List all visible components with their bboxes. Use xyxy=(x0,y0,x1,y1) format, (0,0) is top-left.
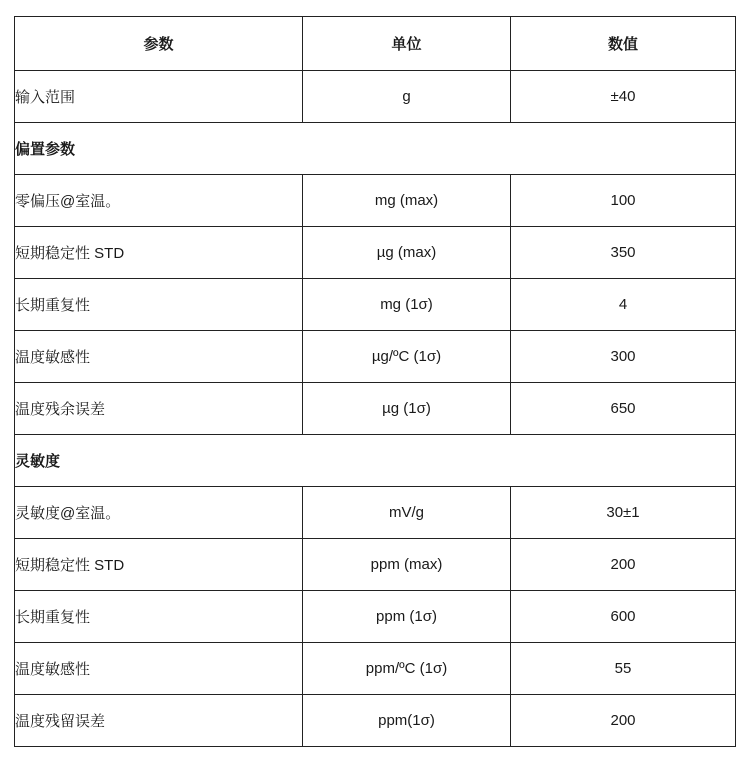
table-row xyxy=(15,227,736,279)
spec-table xyxy=(14,16,736,747)
param-name-cell: 长期重复性 xyxy=(15,591,303,643)
table-row xyxy=(15,331,736,383)
section-row xyxy=(15,435,736,487)
value-cell: 100 xyxy=(511,175,736,227)
header-row xyxy=(15,17,736,71)
value-cell: 300 xyxy=(511,331,736,383)
unit-cell: ppm (1σ) xyxy=(303,591,511,643)
table-row xyxy=(15,175,736,227)
param-name-cell: 短期稳定性 STD xyxy=(15,227,303,279)
header-value: 数值 xyxy=(511,17,736,71)
unit-cell: ppm(1σ) xyxy=(303,695,511,747)
param-name-cell: 温度残余误差 xyxy=(15,383,303,435)
table-row xyxy=(15,383,736,435)
value-cell: ±40 xyxy=(511,71,736,123)
header-param: 参数 xyxy=(15,17,303,71)
value-cell: 650 xyxy=(511,383,736,435)
section-title: 灵敏度 xyxy=(15,435,736,487)
param-name-cell: 温度敏感性 xyxy=(15,331,303,383)
param-name-cell: 长期重复性 xyxy=(15,279,303,331)
unit-cell: µg/ºC (1σ) xyxy=(303,331,511,383)
value-cell: 55 xyxy=(511,643,736,695)
unit-cell: ppm (max) xyxy=(303,539,511,591)
unit-cell: ppm/ºC (1σ) xyxy=(303,643,511,695)
unit-cell: g xyxy=(303,71,511,123)
header-unit: 单位 xyxy=(303,17,511,71)
table-row xyxy=(15,71,736,123)
table-row xyxy=(15,591,736,643)
section-row xyxy=(15,123,736,175)
param-name-cell: 输入范围 xyxy=(15,71,303,123)
table-body xyxy=(15,71,736,747)
unit-cell: mg (max) xyxy=(303,175,511,227)
value-cell: 200 xyxy=(511,539,736,591)
param-name-cell: 灵敏度@室温。 xyxy=(15,487,303,539)
unit-cell: mg (1σ) xyxy=(303,279,511,331)
value-cell: 350 xyxy=(511,227,736,279)
section-title: 偏置参数 xyxy=(15,123,736,175)
table-row xyxy=(15,695,736,747)
param-name-cell: 短期稳定性 STD xyxy=(15,539,303,591)
param-name-cell: 温度敏感性 xyxy=(15,643,303,695)
unit-cell: µg (1σ) xyxy=(303,383,511,435)
value-cell: 600 xyxy=(511,591,736,643)
unit-cell: µg (max) xyxy=(303,227,511,279)
table-row xyxy=(15,643,736,695)
param-name-cell: 零偏压@室温。 xyxy=(15,175,303,227)
table-row xyxy=(15,539,736,591)
param-name-cell: 温度残留误差 xyxy=(15,695,303,747)
table-header xyxy=(15,17,736,71)
table-row xyxy=(15,279,736,331)
unit-cell: mV/g xyxy=(303,487,511,539)
value-cell: 200 xyxy=(511,695,736,747)
table-row xyxy=(15,487,736,539)
value-cell: 4 xyxy=(511,279,736,331)
value-cell: 30±1 xyxy=(511,487,736,539)
